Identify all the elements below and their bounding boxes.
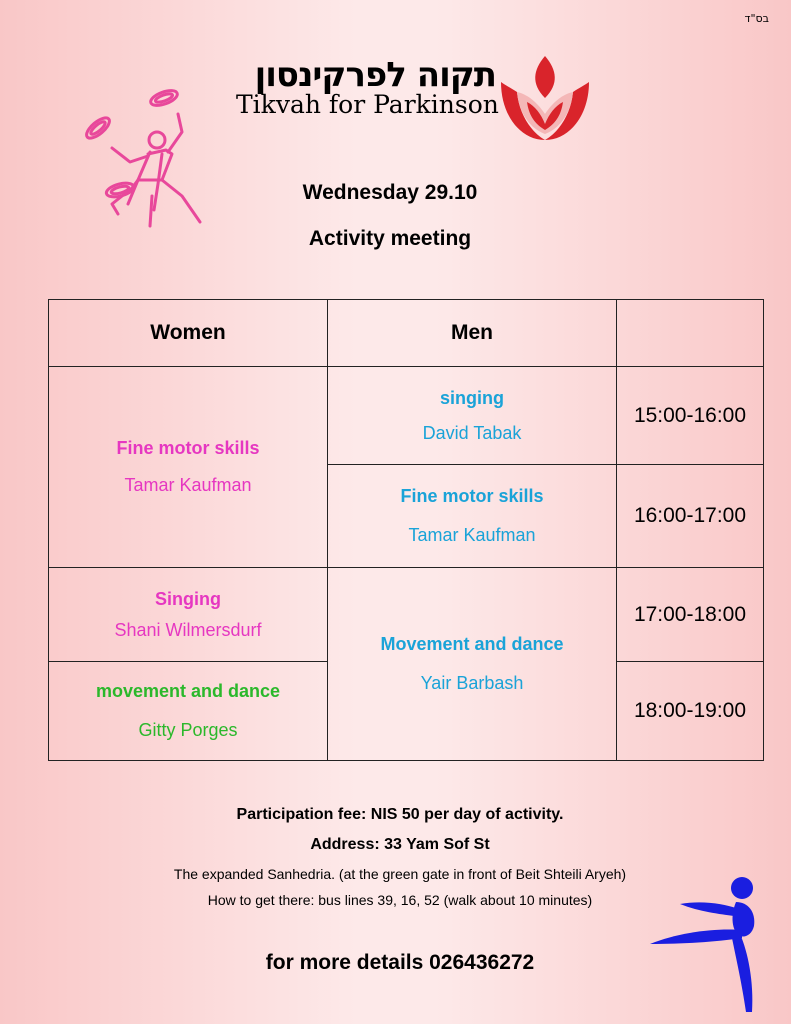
logo-english-text: Tikvah for Parkinson	[236, 90, 499, 119]
corner-note: בס"ד	[744, 12, 769, 25]
header-row	[49, 300, 764, 367]
time-slot: 17:00-18:00	[617, 568, 764, 662]
event-date: Wednesday 29.10	[302, 181, 478, 204]
activity-leader: Gitty Porges	[138, 720, 238, 740]
activity-leader: Tamar Kaufman	[124, 475, 252, 495]
men-slot-2	[328, 465, 617, 568]
bus-directions: How to get there: bus lines 39, 16, 52 (walk about 10 minutes)	[207, 892, 593, 908]
activity-name: Singing	[155, 588, 221, 609]
table-row	[49, 367, 764, 465]
contact-line: for more details 026436272	[265, 951, 535, 974]
men-slot-1	[328, 367, 617, 465]
activity-leader: Yair Barbash	[420, 673, 524, 693]
time-slot: 15:00-16:00	[617, 367, 764, 465]
time-header	[617, 300, 764, 367]
activity-leader: Shani Wilmersdurf	[114, 619, 262, 640]
activity-name: singing	[440, 387, 504, 408]
time-slot: 18:00-19:00	[617, 662, 764, 761]
activity-leader: Tamar Kaufman	[408, 525, 536, 545]
activity-name: movement and dance	[95, 681, 281, 701]
location-note: The expanded Sanhedria. (at the green gate in front of Beit Shteili Aryeh)	[173, 866, 627, 882]
time-slot: 16:00-17:00	[617, 465, 764, 568]
logo-hebrew-text: תקוה לפרקינסון	[254, 55, 496, 95]
participation-fee: Participation fee: NIS 50 per day of activity.	[236, 806, 564, 823]
activity-leader: David Tabak	[422, 422, 522, 443]
men-slot-3	[328, 568, 617, 761]
women-slot-3	[49, 662, 328, 761]
activity-name: Fine motor skills	[116, 438, 260, 458]
men-header: Men	[328, 300, 617, 367]
dancer-icon	[650, 872, 775, 1017]
juggler-icon	[82, 84, 212, 234]
tulip-logo-icon	[497, 52, 593, 144]
activity-name: Fine motor skills	[400, 486, 544, 506]
address: Address: 33 Yam Sof St	[310, 836, 490, 853]
women-slot-2	[49, 568, 328, 662]
activity-name: Movement and dance	[380, 634, 564, 654]
women-slot-1	[49, 367, 328, 568]
event-title: Activity meeting	[308, 227, 472, 250]
women-header: Women	[49, 300, 328, 367]
schedule-table	[48, 299, 764, 761]
